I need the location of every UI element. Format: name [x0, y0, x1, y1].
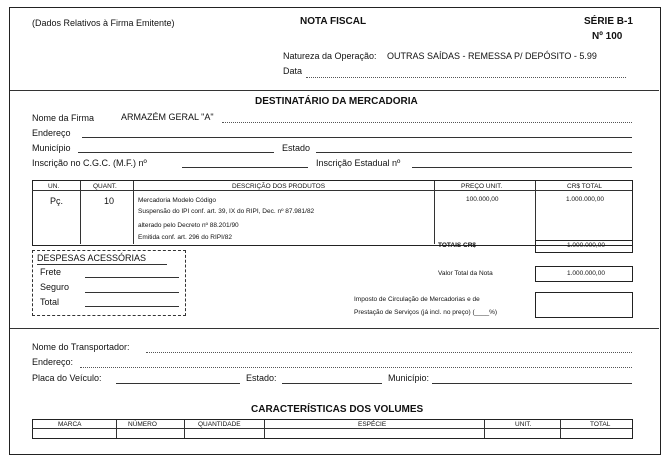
nome-firma-value: ARMAZÉM GERAL "A"	[121, 112, 214, 122]
frete-label: Frete	[40, 267, 62, 277]
row-desc-2: Suspensão do IPI conf. art. 39, IX do RIPI, Dec. nº 87.981/82	[138, 208, 315, 215]
data-line	[306, 77, 626, 78]
volumes-table	[32, 419, 633, 439]
totais-label: TOTAIS CR$	[438, 242, 477, 249]
transp-estado-line	[282, 383, 382, 384]
placa-line	[116, 383, 240, 384]
row-total: 1.000.000,00	[566, 196, 604, 203]
endereco-line	[82, 137, 632, 138]
col-descricao: DESCRIÇÃO DOS PRODUTOS	[232, 183, 326, 190]
volumes-header-line	[32, 428, 632, 429]
cgc-label: Inscrição no C.G.C. (M.F.) nº	[32, 158, 147, 168]
estado-line	[316, 152, 632, 153]
row-preco: 100.000,00	[466, 196, 499, 203]
col-sep	[184, 420, 185, 438]
transp-endereco-line	[80, 367, 632, 368]
natureza-value: OUTRAS SAÍDAS - REMESSA P/ DEPÓSITO - 5.99	[387, 51, 597, 61]
col-sep	[535, 181, 536, 244]
icms-line1: Imposto de Circulação de Mercadorias e de	[354, 296, 480, 303]
vol-col-total: TOTAL	[590, 421, 611, 428]
nome-line	[222, 122, 632, 123]
invoice-title: NOTA FISCAL	[300, 16, 367, 27]
vol-col-unit: UNIT.	[515, 421, 532, 428]
endereco-label: Endereço	[32, 128, 71, 138]
despesas-underline	[37, 264, 167, 265]
row-desc-3: alterado pelo Decreto nº 88.201/90	[138, 222, 239, 229]
divider	[10, 328, 659, 329]
valor-nota-value: 1.000.000,00	[567, 270, 605, 277]
col-sep	[116, 420, 117, 438]
transportador-line	[146, 352, 632, 353]
data-label: Data	[283, 66, 303, 76]
divider	[10, 90, 659, 91]
col-sep	[484, 420, 485, 438]
frete-line	[85, 277, 179, 278]
ie-line	[412, 167, 632, 168]
transp-municipio-label: Município:	[388, 373, 430, 383]
col-preco: PREÇO UNIT.	[461, 183, 503, 190]
row-quant: 10	[104, 196, 115, 206]
placa-label: Placa do Veículo:	[32, 373, 102, 383]
valor-nota-label: Valor Total da Nota	[438, 270, 493, 277]
seguro-line	[85, 292, 179, 293]
cgc-line	[182, 167, 308, 168]
row-un: Pç.	[50, 196, 64, 206]
col-quant: QUANT.	[93, 183, 117, 190]
col-sep	[434, 181, 435, 244]
product-header-line	[32, 190, 632, 191]
vol-col-numero: NÚMERO	[128, 421, 157, 428]
municipio-label: Município	[32, 143, 71, 153]
vol-col-quantidade: QUANTIDADE	[198, 421, 241, 428]
municipio-line	[78, 152, 274, 153]
col-sep	[264, 420, 265, 438]
total-label: Total	[40, 297, 60, 307]
icms-line2: Prestação de Serviços (já incl. no preço) (____%)	[354, 309, 498, 316]
vol-col-especie: ESPÉCIE	[358, 421, 387, 428]
natureza-label: Natureza da Operação:	[283, 51, 377, 61]
vol-col-marca: MARCA	[58, 421, 82, 428]
invoice-number: Nº 100	[592, 31, 623, 42]
destinatario-title: DESTINATÁRIO DA MERCADORIA	[255, 96, 418, 107]
col-sep	[80, 181, 81, 244]
transp-municipio-line	[432, 383, 632, 384]
volumes-title: CARACTERÍSTICAS DOS VOLUMES	[251, 404, 424, 415]
emitente-label: (Dados Relativos à Firma Emitente)	[32, 18, 175, 28]
transportador-label: Nome do Transportador:	[32, 342, 130, 352]
serie-label: SÉRIE B-1	[584, 16, 633, 27]
col-sep	[560, 420, 561, 438]
col-un: UN.	[48, 183, 60, 190]
despesas-title: DESPESAS ACESSÓRIAS	[37, 253, 147, 263]
row-desc-4: Emitida conf. art. 296 do RIPI/82	[138, 234, 232, 241]
seguro-label: Seguro	[40, 282, 70, 292]
icms-box	[535, 292, 633, 318]
transp-endereco-label: Endereço:	[32, 357, 74, 367]
col-sep	[133, 181, 134, 244]
totais-value: 1.000.000,00	[567, 242, 605, 249]
total-line	[85, 306, 179, 307]
transp-estado-label: Estado:	[246, 373, 277, 383]
estado-label: Estado	[282, 143, 311, 153]
row-desc-1: Mercadoria Modelo Código	[138, 197, 217, 204]
nome-firma-label: Nome da Firma	[32, 113, 95, 123]
ie-label: Inscrição Estadual nº	[316, 158, 401, 168]
col-total: CR$ TOTAL	[567, 183, 603, 190]
